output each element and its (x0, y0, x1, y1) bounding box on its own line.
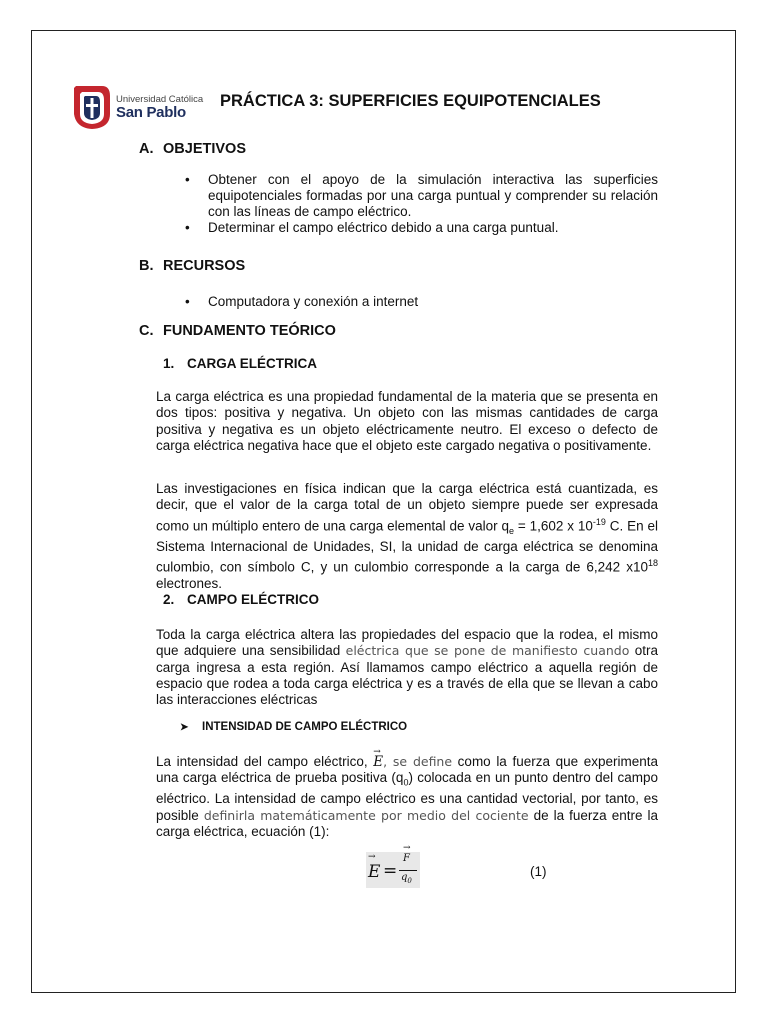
page-title: PRÁCTICA 3: SUPERFICIES EQUIPOTENCIALES (220, 92, 601, 110)
objectives-list (185, 172, 658, 236)
text-run: = 1,602 x 10 (514, 518, 593, 534)
subsubsection-heading (180, 721, 407, 733)
logo-name: San Pablo (116, 104, 186, 121)
text-run: Las investigaciones en física indican que la carga eléctrica está cuantizada, es decir, que el valor de la carga total de un objeto siempre puede ser expresada como un múltiplo entero de una carga elemental de valor q (156, 481, 658, 534)
text-superscript: -19 (592, 516, 606, 527)
fraction-bar (399, 870, 417, 871)
section-c-letter: C. (139, 323, 154, 339)
section-c-heading (139, 323, 336, 339)
text-run: electrones. (156, 576, 223, 592)
subsection-1-title: CARGA ELÉCTRICA (187, 356, 317, 371)
equation-denominator (401, 872, 412, 885)
subsection-2-number: 2. (163, 592, 175, 607)
section-c-title: FUNDAMENTO TEÓRICO (163, 323, 336, 339)
equation-number: (1) (530, 864, 547, 879)
text-run: definirla matemáticamente por medio del cociente (203, 807, 529, 823)
equation-denominator-symbol: q (401, 872, 408, 883)
subsection-2-title: CAMPO ELÉCTRICO (187, 592, 320, 607)
vector-e-symbol: → E (373, 754, 383, 770)
subsection-1-number: 1. (163, 356, 175, 371)
subsection-2-heading (163, 592, 319, 607)
logo-university-line: Universidad Católica (116, 94, 204, 105)
list-item: • Obtener con el apoyo de la simulación interactiva las superficies equipotenciales formadas por una carga puntual y comprender su relación con las líneas de campo eléctrico. (185, 172, 658, 220)
arrowhead-bullet-icon: ➤ (180, 722, 189, 733)
text-subscript: 0 (403, 777, 409, 788)
equation-equals: = (383, 861, 398, 881)
text-run: Toda la carga eléctrica altera las propiedades del espacio que la rodea, el mismo que adquiere una sensibilidad (156, 627, 658, 659)
list-item: • Determinar el campo eléctrico debido a una carga puntual. (185, 220, 658, 236)
university-crest-icon (72, 84, 112, 130)
paragraph-field-intensity (156, 754, 658, 840)
text-run: eléctrica que se pone de manifiesto cuando (345, 643, 630, 659)
section-b-letter: B. (139, 258, 154, 274)
university-logo (72, 84, 204, 130)
resources-list (185, 294, 658, 310)
subsubsection-title: INTENSIDAD DE CAMPO ELÉCTRICO (202, 721, 408, 733)
section-b-title: RECURSOS (163, 258, 246, 274)
equation-denominator-subscript: 0 (407, 877, 412, 885)
equation-1 (366, 852, 420, 888)
paragraph-electric-field (156, 627, 658, 708)
equation-numerator: → F (403, 853, 410, 864)
text-run: ) colocada en un punto dentro del campo eléctrico. La intensidad de campo eléctrico es una cantidad vectorial, por tanto, es posible (156, 770, 658, 823)
text-subscript: e (509, 525, 515, 536)
subsection-1-heading (163, 356, 317, 371)
section-a-title: OBJETIVOS (163, 141, 246, 157)
text-run: , se define (383, 754, 453, 769)
text-run: C. En el Sistema Internacional de Unidades, SI, la unidad de carga eléctrica se denomina culombio, con símbolo C, y un culombio corresponde a la carga de 6,242 x10 (156, 518, 658, 575)
paragraph-charge-quantized (156, 481, 658, 592)
list-item: • Computadora y conexión a internet (185, 294, 658, 310)
section-a-heading (139, 141, 246, 157)
text-run: como la fuerza que experimenta una carga eléctrica de prueba positiva (q (156, 754, 659, 786)
section-a-letter: A. (139, 141, 154, 157)
text-run: La intensidad del campo eléctrico, (156, 754, 374, 769)
text-run: de la fuerza entre la carga eléctrica, ecuación (1): (156, 807, 658, 839)
section-b-heading (139, 258, 245, 274)
text-run: otra carga ingresa a esta región. Así llamamos campo eléctrico a aquella región de espacio que rodea a toda carga eléctrica y es a través de ella que se llevan a cabo las interacciones eléctricas (156, 643, 659, 708)
equation-lhs: → E (368, 862, 380, 882)
paragraph-charge-intro: La carga eléctrica es una propiedad fundamental de la materia que se presenta en dos tipos: positiva y negativa. Un objeto con las mismas cantidades de carga positiva y negativa es un objeto eléctricamente neutro. El exceso o defecto de carga eléctrica negativa hace que el objeto este cargado negativa o positivamente. (156, 389, 658, 453)
text-superscript: 18 (647, 558, 658, 569)
